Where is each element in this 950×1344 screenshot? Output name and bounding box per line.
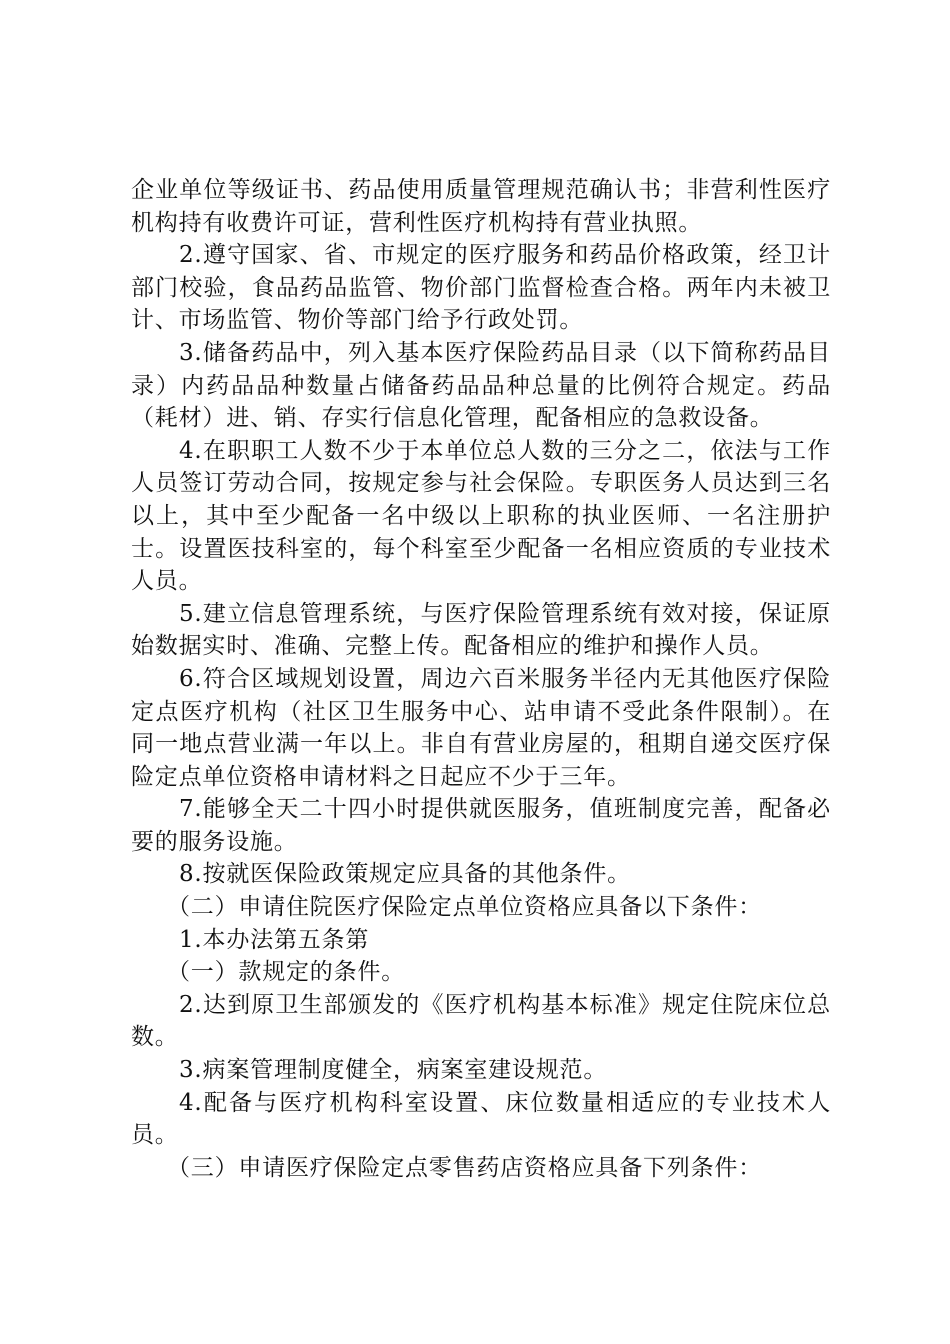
paragraph-item-7: 7.能够全天二十四小时提供就医服务，值班制度完善，配备必要的服务设施。 — [131, 796, 831, 855]
paragraph-item-3b: 3.病案管理制度健全，病案室建设规范。 — [179, 1057, 608, 1084]
paragraph-item-2: 2.遵守国家、省、市规定的医疗服务和药品价格政策，经卫计部门校验，食品药品监管、物价部门监督检查合格。两年内未被卫计、市场监管、物价等部门给予行政处罚。 — [131, 242, 831, 334]
paragraph-item-4b: 4.配备与医疗机构科室设置、床位数量相适应的专业技术人员。 — [131, 1089, 831, 1149]
section-heading-3: （三）申请医疗保险定点零售药店资格应具备下列条件： — [167, 1154, 762, 1181]
paragraph-item-2b: 2.达到原卫生部颁发的《医疗机构基本标准》规定住院床位总数。 — [131, 991, 831, 1051]
paragraph-item-6: 6.符合区域规划设置，周边六百米服务半径内无其他医疗保险定点医疗机构（社区卫生服务中心、站申请不受此条件限制）。在同一地点营业满一年以上。非自有营业房屋的，租期自递交医疗保险定点单位资格申请材料之日起应不少于三年。 — [131, 665, 831, 790]
section-heading-2: （二）申请住院医疗保险定点单位资格应具备以下条件： — [167, 894, 762, 921]
paragraph-item-3: 3.储备药品中，列入基本医疗保险药品目录（以下简称药品目录）内药品品种数量占储备药品品种总量的比例符合规定。药品（耗材）进、销、存实行信息化管理，配备相应的急救设备。 — [131, 339, 831, 432]
paragraph-item-1: 1.本办法第五条第 — [179, 926, 370, 953]
paragraph-continuation: 企业单位等级证书、药品使用质量管理规范确认书；非营利性医疗机构持有收费许可证，营利性医疗机构持有营业执照。 — [131, 177, 831, 236]
paragraph-item-4: 4.在职职工人数不少于本单位总人数的三分之二，依法与工作人员签订劳动合同，按规定参与社会保险。专职医务人员达到三名以上，其中至少配备一名中级以上职称的执业医师、一名注册护士。设置医技科室的，每个科室至少配备一名相应资质的专业技术人员。 — [131, 437, 831, 595]
paragraph-clause-1: （一）款规定的条件。 — [167, 959, 405, 986]
paragraph-item-8: 8.按就医保险政策规定应具备的其他条件。 — [179, 861, 631, 888]
document-body — [131, 174, 831, 1184]
paragraph-item-5: 5.建立信息管理系统，与医疗保险管理系统有效对接，保证原始数据实时、准确、完整上传。配备相应的维护和操作人员。 — [131, 600, 831, 660]
